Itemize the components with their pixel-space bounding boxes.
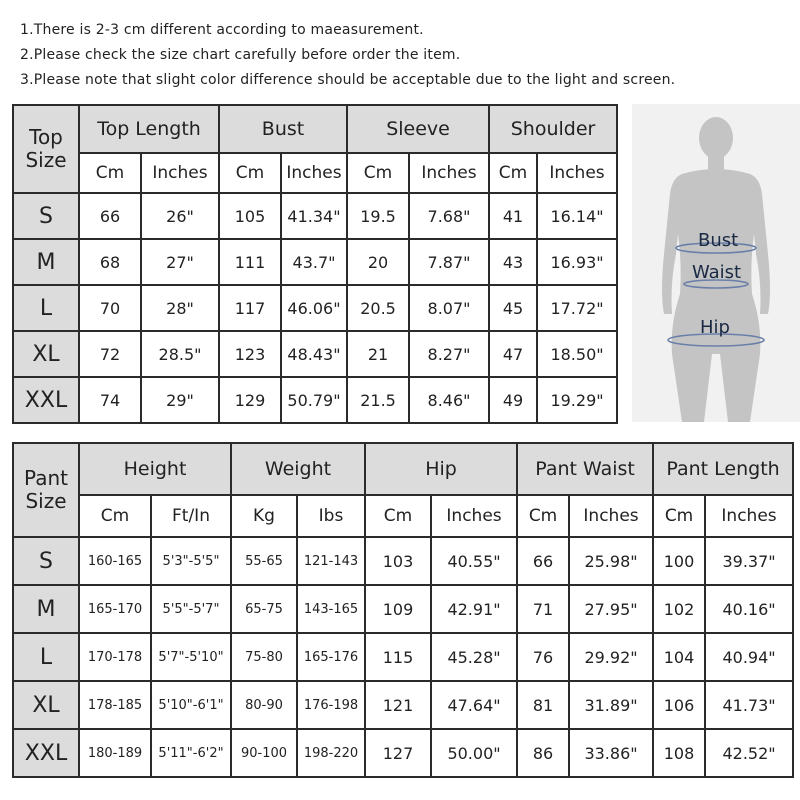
size-label: XXL: [13, 729, 79, 777]
table-cell: 121-143: [297, 537, 365, 585]
table-cell: 16.93": [537, 239, 617, 285]
unit-header: Kg: [231, 495, 297, 537]
table-cell: 108: [653, 729, 705, 777]
table-cell: 45: [489, 285, 537, 331]
unit-header: Inches: [409, 153, 489, 193]
pant-size-corner-header: [13, 443, 79, 537]
size-label: XXL: [13, 377, 79, 423]
unit-header: Cm: [219, 153, 281, 193]
body-measurement-figure: [632, 104, 800, 422]
table-cell: 80-90: [231, 681, 297, 729]
table-cell: 45.28": [431, 633, 517, 681]
table-cell: 43: [489, 239, 537, 285]
size-label: S: [13, 537, 79, 585]
table-cell: 27": [141, 239, 219, 285]
hip-label: Hip: [700, 317, 730, 338]
table-cell: 29.92": [569, 633, 653, 681]
unit-header: Cm: [347, 153, 409, 193]
table-cell: 41.73": [705, 681, 793, 729]
table-cell: 31.89": [569, 681, 653, 729]
table-cell: 33.86": [569, 729, 653, 777]
table-cell: 86: [517, 729, 569, 777]
table-cell: 29": [141, 377, 219, 423]
table-cell: 8.07": [409, 285, 489, 331]
table-cell: 41.34": [281, 193, 347, 239]
table-cell: 41: [489, 193, 537, 239]
table-cell: 71: [517, 585, 569, 633]
table-cell: 127: [365, 729, 431, 777]
table-cell: 75-80: [231, 633, 297, 681]
table-row: [13, 729, 793, 777]
unit-header: Cm: [489, 153, 537, 193]
pant-size-table: [12, 442, 794, 778]
table-cell: 5'7"-5'10": [151, 633, 231, 681]
table-cell: 42.52": [705, 729, 793, 777]
unit-header: Inches: [281, 153, 347, 193]
table-cell: 81: [517, 681, 569, 729]
table-cell: 129: [219, 377, 281, 423]
table-cell: 100: [653, 537, 705, 585]
size-label: M: [13, 585, 79, 633]
table-cell: 27.95": [569, 585, 653, 633]
table-cell: 48.43": [281, 331, 347, 377]
table-cell: 74: [79, 377, 141, 423]
table-row: [13, 193, 617, 239]
table-cell: 19.29": [537, 377, 617, 423]
unit-header: Ibs: [297, 495, 365, 537]
table-cell: 46.06": [281, 285, 347, 331]
size-label: M: [13, 239, 79, 285]
table-cell: 49: [489, 377, 537, 423]
table-cell: 28": [141, 285, 219, 331]
bust-header: Bust: [219, 105, 347, 153]
unit-header: Cm: [653, 495, 705, 537]
table-cell: 5'11"-6'2": [151, 729, 231, 777]
table-cell: 8.27": [409, 331, 489, 377]
table-cell: 5'3"-5'5": [151, 537, 231, 585]
size-label: S: [13, 193, 79, 239]
table-cell: 105: [219, 193, 281, 239]
table-cell: 90-100: [231, 729, 297, 777]
corner-line-2: Size: [25, 148, 67, 172]
corner-line-2: Size: [25, 489, 67, 513]
height-header: Height: [79, 443, 231, 495]
table-cell: 16.14": [537, 193, 617, 239]
table-cell: 160-165: [79, 537, 151, 585]
table-cell: 143-165: [297, 585, 365, 633]
table-cell: 18.50": [537, 331, 617, 377]
size-label: XL: [13, 331, 79, 377]
table-cell: 180-189: [79, 729, 151, 777]
table-cell: 7.87": [409, 239, 489, 285]
unit-header: Cm: [79, 495, 151, 537]
table-cell: 115: [365, 633, 431, 681]
corner-line-1: Top: [29, 125, 63, 149]
table-cell: 121: [365, 681, 431, 729]
table-cell: 123: [219, 331, 281, 377]
table-cell: 8.46": [409, 377, 489, 423]
table-cell: 165-176: [297, 633, 365, 681]
table-cell: 106: [653, 681, 705, 729]
table-cell: 40.94": [705, 633, 793, 681]
table-cell: 17.72": [537, 285, 617, 331]
table-cell: 20.5: [347, 285, 409, 331]
table-cell: 117: [219, 285, 281, 331]
hip-header: Hip: [365, 443, 517, 495]
shoulder-header: Shoulder: [489, 105, 617, 153]
table-cell: 55-65: [231, 537, 297, 585]
size-label: XL: [13, 681, 79, 729]
table-cell: 20: [347, 239, 409, 285]
table-cell: 165-170: [79, 585, 151, 633]
table-cell: 66: [79, 193, 141, 239]
unit-header: Cm: [79, 153, 141, 193]
table-cell: 40.55": [431, 537, 517, 585]
table-cell: 72: [79, 331, 141, 377]
note-line-3: 3.Please note that slight color difference should be acceptable due to the light and screen.: [20, 72, 676, 88]
top-size-table: [12, 104, 618, 424]
size-label: L: [13, 633, 79, 681]
table-cell: 66: [517, 537, 569, 585]
weight-header: Weight: [231, 443, 365, 495]
waist-label: Waist: [692, 262, 742, 283]
table-row: [13, 681, 793, 729]
table-cell: 76: [517, 633, 569, 681]
table-cell: 26": [141, 193, 219, 239]
unit-header: Inches: [705, 495, 793, 537]
table-cell: 21: [347, 331, 409, 377]
table-cell: 104: [653, 633, 705, 681]
table-cell: 47: [489, 331, 537, 377]
size-label: L: [13, 285, 79, 331]
table-cell: 5'5"-5'7": [151, 585, 231, 633]
table-cell: 50.79": [281, 377, 347, 423]
table-row: [13, 331, 617, 377]
table-cell: 111: [219, 239, 281, 285]
table-cell: 178-185: [79, 681, 151, 729]
unit-header: Inches: [569, 495, 653, 537]
top-length-header: Top Length: [79, 105, 219, 153]
table-cell: 102: [653, 585, 705, 633]
pant-waist-header: Pant Waist: [517, 443, 653, 495]
table-cell: 198-220: [297, 729, 365, 777]
table-row: [13, 537, 793, 585]
note-line-2: 2.Please check the size chart carefully before order the item.: [20, 47, 461, 63]
table-cell: 50.00": [431, 729, 517, 777]
table-cell: 170-178: [79, 633, 151, 681]
table-row: [13, 633, 793, 681]
unit-header: Cm: [517, 495, 569, 537]
table-cell: 28.5": [141, 331, 219, 377]
unit-header: Cm: [365, 495, 431, 537]
table-row: [13, 239, 617, 285]
notes-block: [20, 18, 675, 93]
sleeve-header: Sleeve: [347, 105, 489, 153]
table-cell: 39.37": [705, 537, 793, 585]
table-cell: 176-198: [297, 681, 365, 729]
top-size-corner-header: [13, 105, 79, 193]
table-cell: 65-75: [231, 585, 297, 633]
table-cell: 70: [79, 285, 141, 331]
table-cell: 47.64": [431, 681, 517, 729]
table-cell: 43.7": [281, 239, 347, 285]
table-cell: 68: [79, 239, 141, 285]
table-cell: 5'10"-6'1": [151, 681, 231, 729]
bust-label: Bust: [698, 230, 739, 251]
table-cell: 25.98": [569, 537, 653, 585]
unit-header: Inches: [537, 153, 617, 193]
table-cell: 109: [365, 585, 431, 633]
unit-header: Inches: [431, 495, 517, 537]
table-row: [13, 285, 617, 331]
table-cell: 40.16": [705, 585, 793, 633]
table-cell: 103: [365, 537, 431, 585]
unit-header: Ft/In: [151, 495, 231, 537]
unit-header: Inches: [141, 153, 219, 193]
table-cell: 19.5: [347, 193, 409, 239]
table-cell: 21.5: [347, 377, 409, 423]
pant-length-header: Pant Length: [653, 443, 793, 495]
table-row: [13, 585, 793, 633]
table-cell: 7.68": [409, 193, 489, 239]
corner-line-1: Pant: [24, 466, 68, 490]
table-cell: 42.91": [431, 585, 517, 633]
table-row: [13, 377, 617, 423]
note-line-1: 1.There is 2-3 cm different according to maeasurement.: [20, 22, 424, 38]
